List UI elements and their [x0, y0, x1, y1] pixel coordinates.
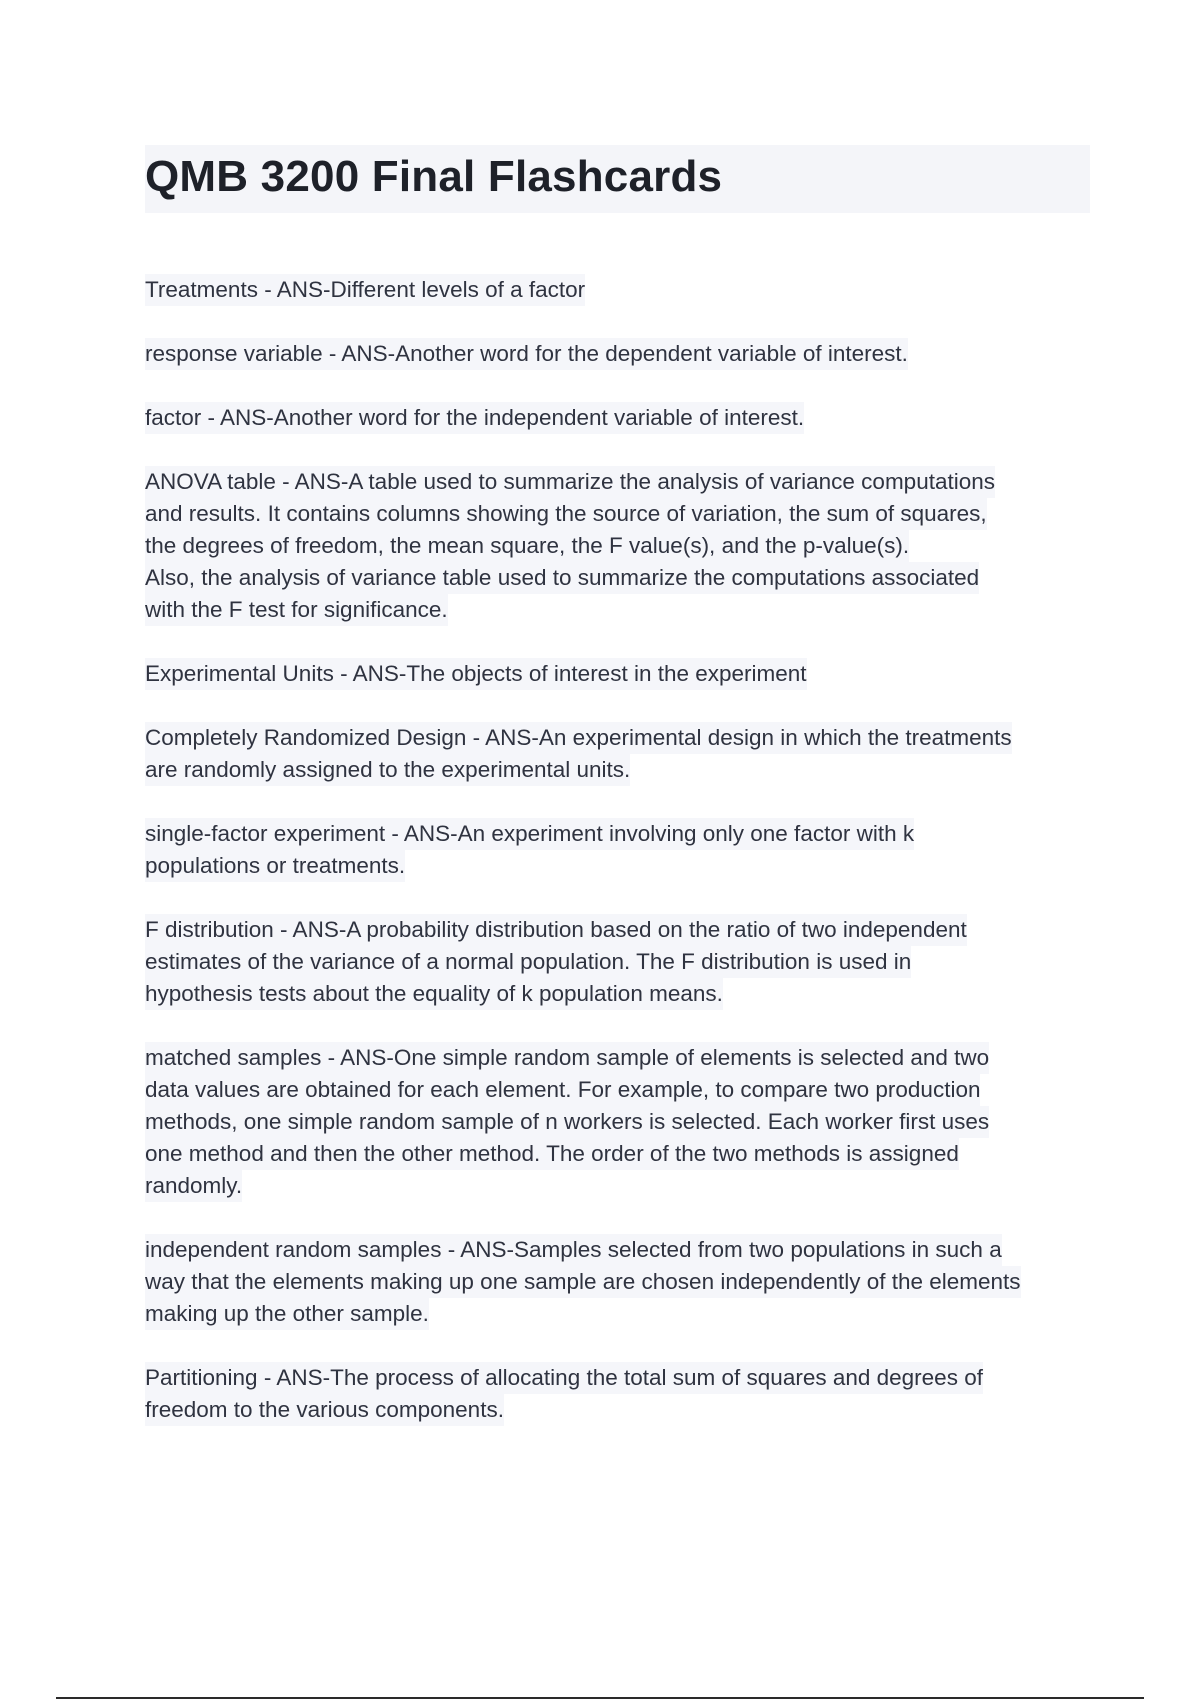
title-block: [145, 145, 1090, 213]
flashcard-line: data values are obtained for each element. For example, to compare two production: [145, 1074, 980, 1106]
flashcard-line: way that the elements making up one sample are chosen independently of the elements: [145, 1266, 1021, 1298]
flashcard-line: factor - ANS-Another word for the independent variable of interest.: [145, 402, 804, 434]
flashcard-entry: [145, 722, 1090, 786]
flashcard-line: independent random samples - ANS-Samples selected from two populations in such a: [145, 1234, 1002, 1266]
page-title: QMB 3200 Final Flashcards: [145, 152, 723, 201]
flashcard-entry: [145, 1362, 1090, 1426]
flashcard-entry: [145, 274, 1090, 306]
flashcard-line: Completely Randomized Design - ANS-An experimental design in which the treatments: [145, 722, 1012, 754]
flashcard-line: single-factor experiment - ANS-An experiment involving only one factor with k: [145, 818, 914, 850]
flashcard-entry: [145, 402, 1090, 434]
flashcard-entry: [145, 1042, 1090, 1202]
flashcard-list: [145, 274, 1090, 1458]
flashcard-line: Also, the analysis of variance table used to summarize the computations associated: [145, 562, 979, 594]
flashcard-entry: [145, 658, 1090, 690]
flashcard-line: freedom to the various components.: [145, 1394, 504, 1426]
flashcard-line: response variable - ANS-Another word for the dependent variable of interest.: [145, 338, 908, 370]
flashcard-line: hypothesis tests about the equality of k population means.: [145, 978, 723, 1010]
flashcard-line: F distribution - ANS-A probability distribution based on the ratio of two independent: [145, 914, 967, 946]
flashcard-line: randomly.: [145, 1170, 242, 1202]
flashcard-line: matched samples - ANS-One simple random sample of elements is selected and two: [145, 1042, 989, 1074]
flashcard-line: populations or treatments.: [145, 850, 405, 882]
flashcard-line: and results. It contains columns showing the source of variation, the sum of squares,: [145, 498, 987, 530]
flashcard-entry: [145, 914, 1090, 1010]
flashcard-line: Treatments - ANS-Different levels of a factor: [145, 274, 585, 306]
flashcard-line: are randomly assigned to the experimental units.: [145, 754, 630, 786]
flashcard-entry: [145, 466, 1090, 626]
flashcard-line: one method and then the other method. The order of the two methods is assigned: [145, 1138, 959, 1170]
flashcard-line: the degrees of freedom, the mean square, the F value(s), and the p-value(s).: [145, 530, 909, 562]
flashcard-line: Partitioning - ANS-The process of allocating the total sum of squares and degrees of: [145, 1362, 983, 1394]
flashcard-line: with the F test for significance.: [145, 594, 448, 626]
flashcard-entry: [145, 818, 1090, 882]
flashcard-line: estimates of the variance of a normal population. The F distribution is used in: [145, 946, 911, 978]
flashcard-entry: [145, 338, 1090, 370]
footer-divider: [56, 1697, 1144, 1699]
flashcard-line: methods, one simple random sample of n workers is selected. Each worker first uses: [145, 1106, 989, 1138]
flashcard-line: Experimental Units - ANS-The objects of interest in the experiment: [145, 658, 807, 690]
flashcard-line: making up the other sample.: [145, 1298, 429, 1330]
flashcard-entry: [145, 1234, 1090, 1330]
flashcard-line: ANOVA table - ANS-A table used to summarize the analysis of variance computations: [145, 466, 995, 498]
